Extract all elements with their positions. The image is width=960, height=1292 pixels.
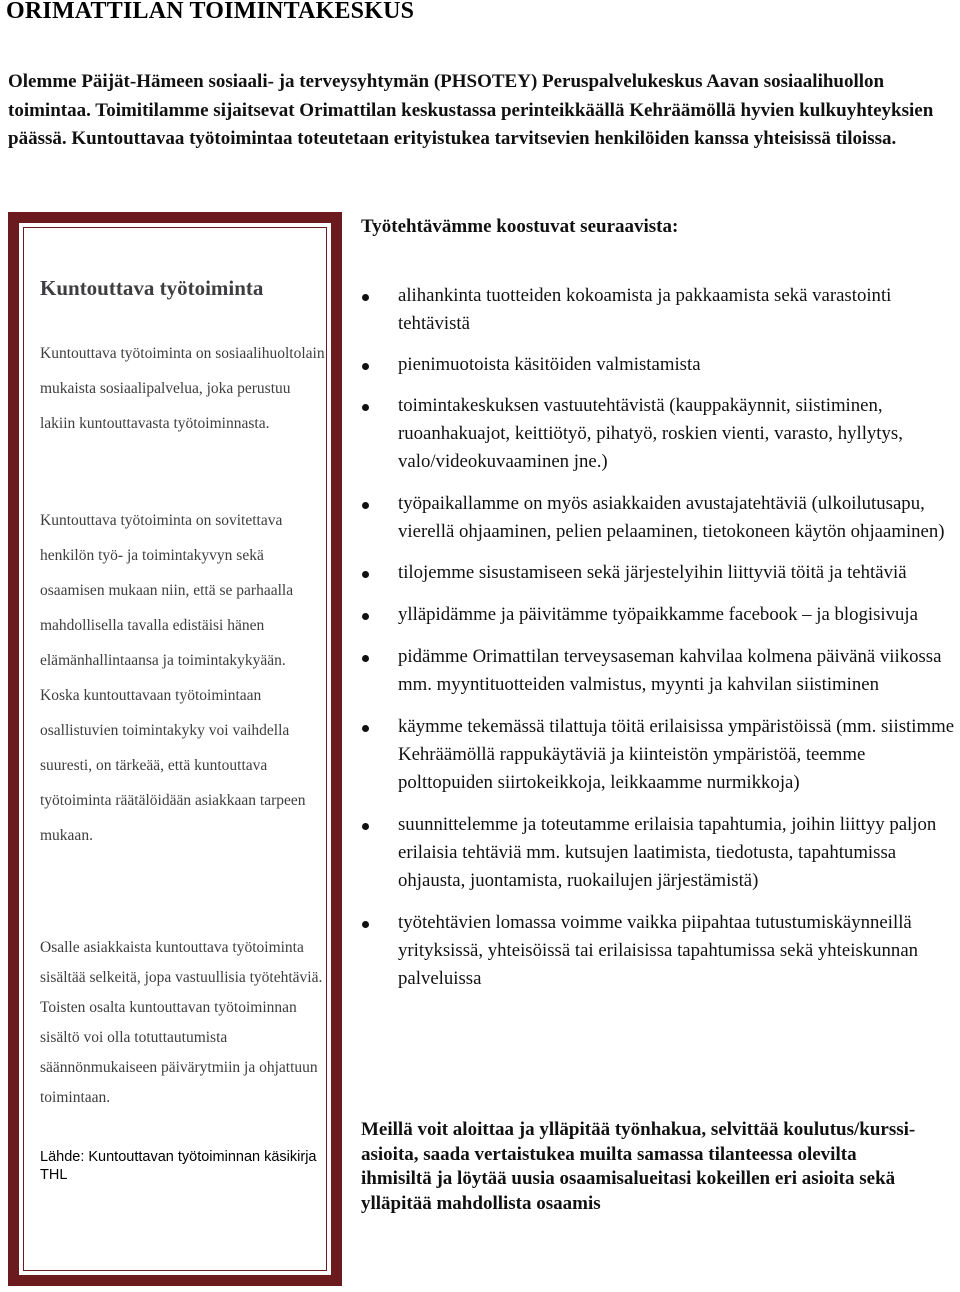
list-item: työtehtävien lomassa voimme vaikka piipahtaa tutustumiskäynneillä yrityksissä, yhteisöissä tai erilaisissa tapahtumissa sekä yhteiskunnan palveluissa <box>360 909 960 993</box>
bullet-icon <box>362 725 369 732</box>
list-item: suunnittelemme ja toteutamme erilaisia tapahtumia, joihin liittyy paljon erilaisia tehtäviä mm. kutsujen laatimista, tiedotusta, tapahtumissa ohjausta, juontamista, ruokailujen järjestämistä) <box>360 811 960 895</box>
closing-paragraph: Meillä voit aloittaa ja ylläpitää työnhakua, selvittää koulutus/kurssi-asioita, saada vertaistukea muilta samassa tilanteessa olevilta ihmisiltä ja löytää uusia osaamisalueitasi kokeillen eri asioita sekä ylläpitää mahdollista osaamis <box>361 1119 916 1214</box>
bullet-icon <box>362 571 369 578</box>
tasks-heading: Työtehtävämme koostuvat seuraavista: <box>361 216 679 237</box>
page-title: ORIMATTILAN TOIMINTAKESKUS <box>6 0 415 24</box>
bullet-icon <box>362 613 369 620</box>
bullet-icon <box>362 921 369 928</box>
list-item: työpaikallamme on myös asiakkaiden avustajatehtäviä (ulkoilutusapu, vierellä ohjaaminen, pelien pelaaminen, tietokoneen käytön ohjaaminen) <box>360 490 960 546</box>
bullet-icon <box>362 294 369 301</box>
intro-paragraph: Olemme Päijät-Hämeen sosiaali- ja terveysyhtymän (PHSOTEY) Peruspalvelukeskus Aavan sosiaalihuollon toimintaa. Toimitilamme sijaitsevat Orimattilan keskustassa perinteikkäällä Kehräämöllä hyvien kulkuyhteyksien päässä. Kuntouttavaa työtoimintaa toteutetaan erityistukea tarvitsevien henkilöiden kanssa yhteisissä tiloissa. <box>8 71 934 149</box>
sidebar-paragraph-tailoring: Kuntouttava työtoiminta on sovitettava henkilön työ- ja toimintakyvyn sekä osaamisen mukaan niin, että se parhaalla mahdollisella tavalla edistäisi hänen elämänhallintaansa ja toimintakykyään. Koska kuntouttavaan työtoimintaan osallistuvien toimintakyky voi vaihdella suuresti, on tärkeää, että kuntouttava työtoiminta räätälöidään asiakkaan tarpeen mukaan. <box>40 512 306 844</box>
list-item: käymme tekemässä tilattuja töitä erilaisissa ympäristöissä (mm. siistimme Kehräämöllä rappukäytäviä ja kiinteistön ympäristöä, teemme polttopuiden siirtokeikkoja, leikkaamme nurmikkoja) <box>360 713 960 797</box>
list-item: pienimuotoista käsitöiden valmistamista <box>360 351 960 379</box>
bullet-icon <box>362 823 369 830</box>
list-item: alihankinta tuotteiden kokoamista ja pakkaamista sekä varastointi tehtävistä <box>360 282 960 338</box>
tasks-list <box>360 282 960 993</box>
sidebar-paragraph-content: Osalle asiakkaista kuntouttava työtoiminta sisältää selkeitä, jopa vastuullisia työtehtäviä. Toisten osalta kuntouttavan työtoiminnan sisältö voi olla totuttautumista säännönmukaiseen päivärytmiin ja ohjattuun toimintaan. <box>40 939 323 1106</box>
bullet-icon <box>362 655 369 662</box>
list-item: tilojemme sisustamiseen sekä järjestelyihin liittyviä töitä ja tehtäviä <box>360 559 960 587</box>
bullet-icon <box>362 404 369 411</box>
source-note: Lähde: Kuntouttavan työtoiminnan käsikirja THL <box>40 1149 317 1183</box>
list-item: ylläpidämme ja päivitämme työpaikkamme facebook – ja blogisivuja <box>360 601 960 629</box>
list-item: toimintakeskuksen vastuutehtävistä (kauppakäynnit, siistiminen, ruoanhakuajot, keittiötyö, pihatyö, roskien vienti, varasto, hyllytys, valo/videokuvaaminen jne.) <box>360 392 960 476</box>
sidebar-paragraph-law: Kuntouttava työtoiminta on sosiaalihuoltolain mukaista sosiaalipalvelua, joka perustuu lakiin kuntouttavasta työtoiminnasta. <box>40 345 325 432</box>
sidebar-heading: Kuntouttava työtoiminta <box>40 276 264 300</box>
list-item: pidämme Orimattilan terveysaseman kahvilaa kolmena päivänä viikossa mm. myyntituotteiden valmistus, myynti ja kahvilan siistiminen <box>360 643 960 699</box>
bullet-icon <box>362 502 369 509</box>
bullet-icon <box>362 363 369 370</box>
